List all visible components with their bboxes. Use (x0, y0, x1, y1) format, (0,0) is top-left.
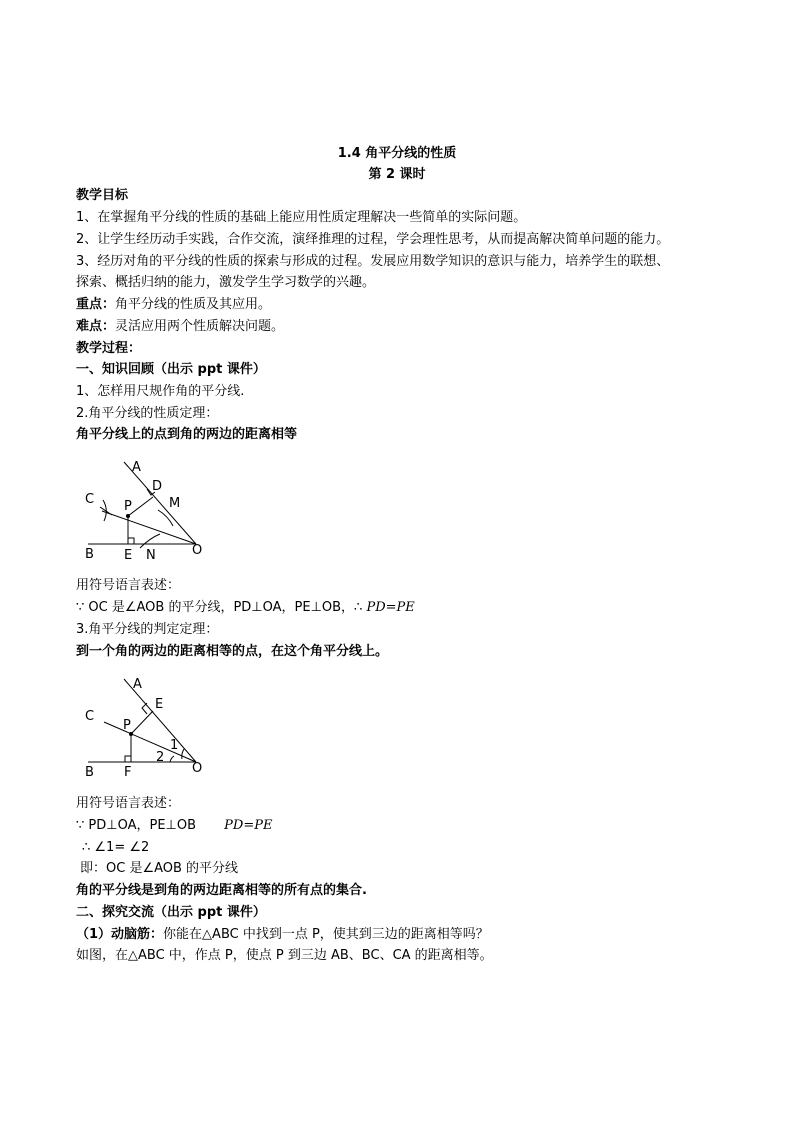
difficulty-text: 灵活应用两个性质解决问题。 (115, 319, 285, 334)
label-d: D (152, 479, 163, 494)
label-angle-1: 1 (170, 738, 179, 753)
right-angle-mark-e (128, 538, 134, 544)
goals-heading: 教学目标 (76, 188, 129, 203)
question-1 (76, 926, 489, 944)
because-result: PD=PE (224, 818, 273, 833)
label-b: B (85, 547, 94, 562)
difficulty (76, 318, 284, 336)
label-a: A (132, 460, 141, 475)
goal-item: 2、让学生经历动手实践，合作交流，演绎推理的过程，学会理性思考，从而提高解决简单问题的能力。 (76, 232, 670, 247)
symbolic-result: PD=PE (366, 600, 415, 615)
process-heading: 教学过程： (76, 341, 142, 356)
difficulty-label: 难点： (76, 319, 116, 334)
theorem-statement: 角平分线上的点到角的两边的距离相等 (76, 427, 298, 442)
label-p: P (123, 718, 131, 733)
bisector-conclusion: 角的平分线是到角的两边距离相等的所有点的集合. (76, 883, 367, 898)
label-o: O (192, 761, 203, 776)
label-o: O (192, 543, 203, 558)
because-statement (76, 817, 272, 835)
angle-bisector-figure-1 (76, 452, 216, 568)
key-point-label: 重点： (76, 297, 116, 312)
label-b: B (85, 765, 94, 780)
goal-item: 1、在掌握角平分线的性质的基础上能应用性质定理解决一些简单的实际问题。 (76, 210, 527, 225)
symbolic-label-2: 用符号语言表述： (76, 796, 181, 811)
label-c: C (85, 492, 95, 507)
page-subtitle: 第 2 课时 (368, 167, 426, 182)
namely-statement: 即：OC 是∠AOB 的平分线 (80, 861, 239, 876)
right-angle-mark-f (125, 756, 131, 762)
question-1-detail: 如图，在△ABC 中，作点 P，使点 P 到三边 AB、BC、CA 的距离相等。 (76, 948, 493, 963)
label-e: E (124, 548, 133, 563)
angle-arc-1 (182, 749, 184, 759)
symbolic-label: 用符号语言表述： (76, 578, 181, 593)
section1-item3: 3.角平分线的判定定理： (76, 622, 219, 637)
goal-item: 探索、概括归纳的能力，激发学生学习数学的兴趣。 (76, 275, 376, 290)
label-angle-2: 2 (156, 750, 165, 765)
label-m: M (169, 496, 181, 511)
key-point (76, 296, 271, 314)
section2-heading: 二、探究交流（出示 ppt 课件） (76, 905, 266, 920)
therefore-statement: ∴ ∠1= ∠2 (82, 840, 150, 855)
label-p: P (124, 499, 132, 514)
label-e: E (155, 697, 164, 712)
angle-bisector-figure-2 (76, 670, 216, 782)
section1-item1: 1、怎样用尺规作角的平分线. (76, 384, 245, 399)
question-1-text: 你能在△ABC 中找到一点 P，使其到三边的距离相等吗？ (163, 927, 489, 942)
goal-item: 3、经历对角的平分线的性质的探索与形成的过程。发展应用数学知识的意识与能力，培养学生的联想、 (76, 254, 670, 269)
angle-arc-2 (170, 756, 174, 762)
key-point-text: 角平分线的性质及其应用。 (115, 297, 272, 312)
because-text: ∵ PD⊥OA，PE⊥OB (76, 818, 197, 833)
symbolic-statement (76, 599, 415, 617)
construction-arc-n (140, 534, 160, 548)
construction-arc-m (158, 510, 173, 526)
perpendicular-pe (131, 711, 153, 734)
section1-heading: 一、知识回顾（出示 ppt 课件） (76, 362, 266, 377)
converse-theorem: 到一个角的两边的距离相等的点，在这个角平分线上。 (76, 644, 389, 659)
label-a: A (133, 677, 142, 692)
label-f: F (124, 765, 132, 780)
point-p-dot (126, 514, 130, 518)
symbolic-main: ∵ OC 是∠AOB 的平分线，PD⊥OA，PE⊥OB，∴ (76, 600, 363, 615)
question-1-label: （1）动脑筋： (76, 927, 164, 942)
label-c: C (85, 709, 95, 724)
label-n: N (146, 548, 156, 563)
page-title: 1.4 角平分线的性质 (337, 146, 457, 161)
section1-item2: 2.角平分线的性质定理： (76, 406, 219, 421)
